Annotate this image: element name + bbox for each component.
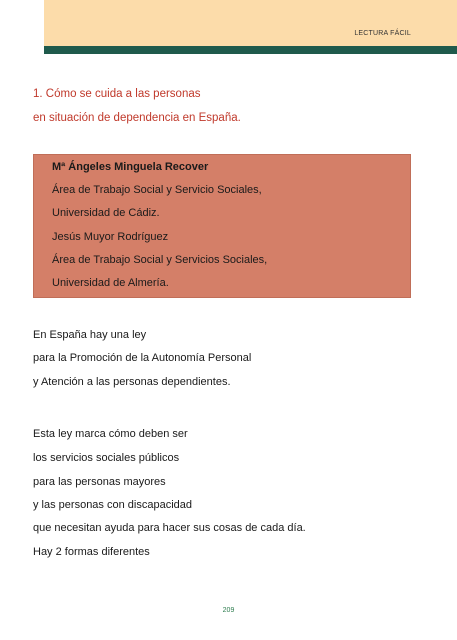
body-text-line: que necesitan ayuda para hacer sus cosas de cada día.: [33, 522, 306, 534]
author-box: [33, 154, 411, 298]
body-text-line: En España hay una ley: [33, 329, 147, 341]
author-university: Universidad de Cádiz.: [52, 207, 160, 219]
header-bar: [44, 46, 457, 54]
body-text-line: los servicios sociales públicos: [33, 452, 180, 464]
page-number: 209: [222, 607, 235, 614]
body-text-line: para las personas mayores: [33, 476, 166, 488]
header-band: [44, 0, 457, 46]
body-text-line: Hay 2 formas diferentes: [33, 546, 150, 558]
body-text-line: para la Promoción de la Autonomía Personal: [33, 352, 252, 364]
section-title-line-2: en situación de dependencia en España.: [33, 112, 241, 124]
header-label: LECTURA FÁCIL: [354, 30, 411, 37]
author-affiliation: Área de Trabajo Social y Servicios Sociales,: [52, 254, 268, 266]
author-name: Mª Ángeles Minguela Recover: [52, 161, 209, 173]
author-affiliation: Área de Trabajo Social y Servicio Sociales,: [52, 184, 262, 196]
author-university: Universidad de Almería.: [52, 277, 169, 289]
body-text-line: y las personas con discapacidad: [33, 499, 192, 511]
body-text-line: y Atención a las personas dependientes.: [33, 376, 231, 388]
section-title-line-1: 1. Cómo se cuida a las personas: [33, 88, 201, 100]
body-text-line: Esta ley marca cómo deben ser: [33, 428, 188, 440]
author-name: Jesús Muyor Rodríguez: [52, 231, 169, 243]
